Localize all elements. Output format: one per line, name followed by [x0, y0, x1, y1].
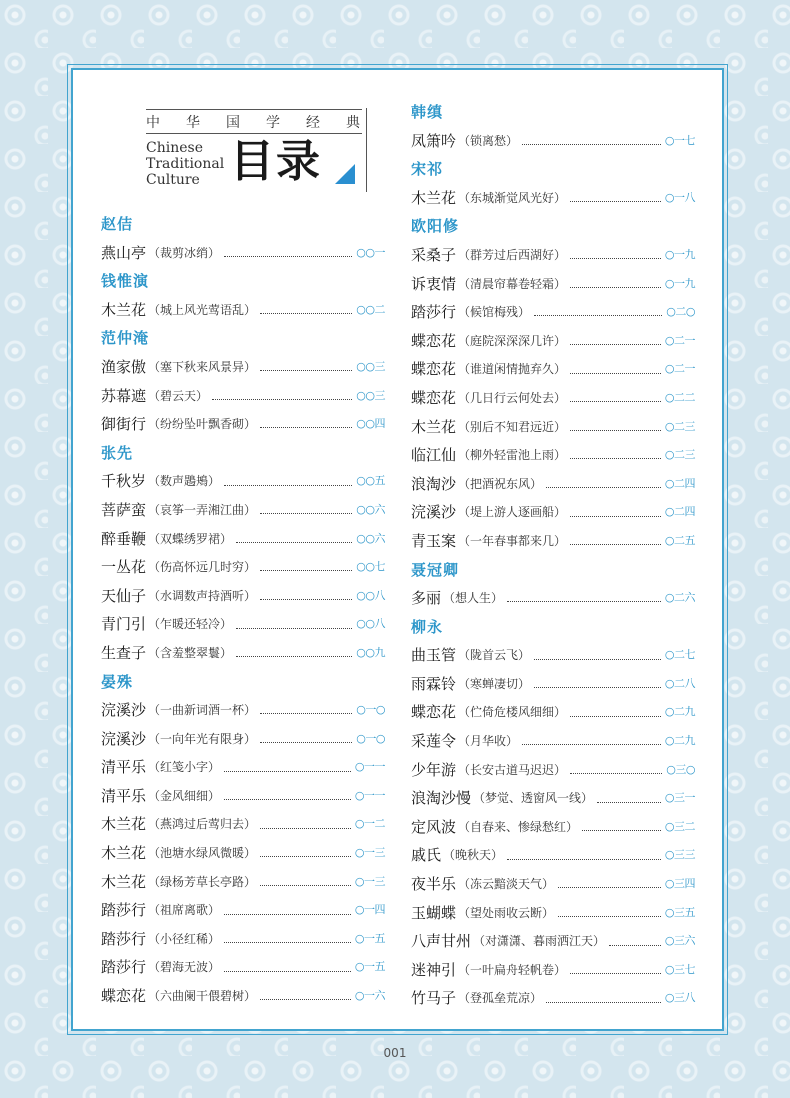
- dot-leader: [570, 457, 661, 459]
- entry-first-line: （把酒祝东风）: [458, 476, 543, 491]
- entry-title: 浪淘沙: [411, 474, 457, 493]
- toc-entry[interactable]: [411, 498, 695, 527]
- toc-entry[interactable]: [411, 927, 695, 956]
- entry-first-line: （冻云黯淡天气）: [458, 877, 555, 892]
- english-line: Chinese: [146, 140, 203, 156]
- entry-first-line: （数声鶗鴂）: [148, 474, 221, 489]
- toc-entry[interactable]: [411, 984, 695, 1013]
- toc-entry[interactable]: [411, 584, 695, 613]
- dot-leader: [224, 913, 351, 915]
- page-number: 001: [383, 1046, 407, 1060]
- entry-page-number: ○三四: [664, 877, 695, 891]
- entry-first-line: （乍暖还轻冷）: [148, 617, 233, 632]
- author-heading: 张先: [101, 443, 134, 462]
- entry-first-line: （晚秋天）: [443, 848, 504, 863]
- entry-page-number: ○一八: [664, 190, 695, 204]
- entry-page-number: ○二三: [664, 419, 695, 433]
- dot-leader: [570, 286, 661, 288]
- entry-title: 竹马子: [411, 989, 457, 1008]
- entry-page-number: ○三六: [664, 934, 695, 948]
- toc-entry[interactable]: [411, 413, 695, 442]
- entry-first-line: （庭院深深深几许）: [458, 333, 567, 348]
- entry-title: 御街行: [101, 415, 147, 434]
- toc-entry[interactable]: [411, 841, 695, 870]
- dot-leader: [236, 627, 352, 629]
- toc-entry[interactable]: [411, 127, 695, 156]
- entry-title: 夜半乐: [411, 875, 457, 894]
- dot-leader: [224, 255, 352, 257]
- dot-leader: [260, 998, 351, 1000]
- toc-entry[interactable]: [101, 353, 385, 382]
- toc-entry[interactable]: [101, 782, 385, 811]
- entry-page-number: ○一九: [664, 276, 695, 290]
- entry-page-number: ○○一: [356, 245, 385, 259]
- toc-entry[interactable]: [101, 296, 385, 325]
- entry-title: 蝶恋花: [101, 987, 147, 1006]
- entry-page-number: ○二○: [666, 305, 695, 319]
- entry-page-number: ○一四: [354, 903, 385, 917]
- dot-leader: [570, 772, 662, 774]
- entry-page-number: ○一一: [354, 760, 385, 774]
- toc-entry[interactable]: [411, 670, 695, 699]
- entry-first-line: （伫倚危楼风细细）: [458, 705, 567, 720]
- entry-page-number: ○○三: [356, 359, 385, 373]
- entry-page-number: ○一九: [664, 247, 695, 261]
- entry-first-line: （梦觉、透窗风一线）: [473, 791, 594, 806]
- dot-leader: [260, 569, 352, 571]
- entry-title: 蝶恋花: [411, 360, 457, 379]
- toc-entry[interactable]: [411, 756, 695, 785]
- dot-leader: [570, 515, 661, 517]
- dot-leader: [570, 400, 661, 402]
- entry-page-number: ○一三: [354, 846, 385, 860]
- entry-page-number: ○一五: [354, 931, 385, 945]
- entry-title: 戚氏: [411, 846, 442, 865]
- entry-title: 菩萨蛮: [101, 500, 147, 519]
- entry-first-line: （别后不知君远近）: [458, 419, 567, 434]
- dot-leader: [224, 770, 351, 772]
- dot-leader: [260, 884, 351, 886]
- dot-leader: [236, 655, 352, 657]
- entry-title: 蝶恋花: [411, 388, 457, 407]
- entry-first-line: （裁剪冰绡）: [148, 245, 221, 260]
- entry-page-number: ○三三: [664, 848, 695, 862]
- toc-entry[interactable]: [101, 582, 385, 611]
- toc-entry[interactable]: [101, 610, 385, 639]
- entry-first-line: （六曲阑干偎碧树）: [148, 989, 257, 1004]
- dot-leader: [582, 829, 661, 831]
- entry-first-line: （绿杨芳草长亭路）: [148, 874, 257, 889]
- entry-first-line: （红笺小字）: [148, 760, 221, 775]
- dot-leader: [558, 915, 661, 917]
- entry-first-line: （锁离愁）: [458, 133, 519, 148]
- dot-leader: [236, 541, 352, 543]
- entry-first-line: （一曲新词酒一杯）: [148, 703, 257, 718]
- entry-page-number: ○一○: [356, 703, 385, 717]
- entry-title: 青门引: [101, 615, 147, 634]
- entry-page-number: ○一七: [664, 133, 695, 147]
- entry-title: 木兰花: [101, 872, 147, 891]
- entry-title: 木兰花: [411, 188, 457, 207]
- entry-title: 踏莎行: [101, 958, 147, 977]
- entry-title: 一丛花: [101, 558, 147, 577]
- toc-column-right: [411, 98, 695, 1013]
- dot-leader: [522, 143, 661, 145]
- author-heading: 欧阳修: [411, 217, 460, 236]
- author-heading: 赵佶: [101, 215, 134, 233]
- entry-page-number: ○二八: [664, 676, 695, 690]
- series-char: 典: [346, 115, 362, 131]
- toc-entry[interactable]: [411, 956, 695, 985]
- entry-title: 渔家傲: [101, 357, 147, 376]
- entry-page-number: ○○八: [356, 588, 385, 602]
- entry-page-number: ○一五: [354, 960, 385, 974]
- entry-page-number: ○二九: [664, 705, 695, 719]
- entry-first-line: （纷纷坠叶飘香砌）: [148, 417, 257, 432]
- series-char: 经: [306, 115, 322, 131]
- dot-leader: [224, 970, 351, 972]
- entry-title: 生查子: [101, 643, 147, 662]
- toc-frame: [71, 68, 724, 1031]
- author-heading: 柳永: [411, 617, 444, 636]
- dot-leader: [260, 426, 352, 428]
- corner-triangle-icon: [335, 164, 355, 184]
- entry-title: 玉蝴蝶: [411, 903, 457, 922]
- toc-entry[interactable]: [101, 868, 385, 897]
- toc-entry[interactable]: [101, 467, 385, 496]
- dot-leader: [558, 886, 661, 888]
- toc-entry[interactable]: [411, 355, 695, 384]
- toc-entry[interactable]: [101, 896, 385, 925]
- toc-header: [120, 108, 370, 226]
- toc-entry[interactable]: [411, 870, 695, 899]
- dot-leader: [609, 944, 661, 946]
- entry-title: 千秋岁: [101, 472, 147, 491]
- dot-leader: [570, 429, 661, 431]
- entry-title: 蝶恋花: [411, 703, 457, 722]
- entry-title: 定风波: [411, 817, 457, 836]
- toc-entry[interactable]: [101, 810, 385, 839]
- entry-title: 临江仙: [411, 446, 457, 465]
- entry-title: 迷神引: [411, 960, 457, 979]
- dot-leader: [507, 600, 661, 602]
- toc-entry[interactable]: [411, 184, 695, 213]
- entry-page-number: ○一一: [354, 788, 385, 802]
- entry-page-number: ○三五: [664, 905, 695, 919]
- entry-title: 苏幕遮: [101, 386, 147, 405]
- toc-entry[interactable]: [101, 525, 385, 554]
- dot-leader: [534, 686, 661, 688]
- entry-first-line: （城上风光莺语乱）: [148, 302, 257, 317]
- entry-title: 踏莎行: [411, 303, 457, 322]
- toc-entry[interactable]: [411, 298, 695, 327]
- series-char: 中: [146, 115, 162, 131]
- entry-page-number: ○三二: [664, 819, 695, 833]
- toc-entry[interactable]: [411, 641, 695, 670]
- entry-first-line: （对潇潇、暮雨洒江天）: [473, 934, 606, 949]
- entry-first-line: （柳外轻雷池上雨）: [458, 448, 567, 463]
- entry-first-line: （自春来、惨绿愁红）: [458, 819, 579, 834]
- dot-leader: [570, 257, 661, 259]
- author-heading: 晏殊: [101, 672, 134, 691]
- entry-page-number: ○○二: [356, 302, 385, 316]
- series-char: 华: [186, 115, 202, 131]
- dot-leader: [546, 1001, 661, 1003]
- entry-title: 多丽: [411, 589, 442, 608]
- dot-leader: [570, 343, 661, 345]
- toc-entry[interactable]: [411, 784, 695, 813]
- entry-title: 清平乐: [101, 758, 147, 777]
- entry-first-line: （谁道闲情抛弃久）: [458, 362, 567, 377]
- entry-first-line: （碧海无波）: [148, 960, 221, 975]
- entry-page-number: ○二九: [664, 734, 695, 748]
- entry-first-line: （群芳过后西湖好）: [458, 247, 567, 262]
- entry-first-line: （伤高怀远几时穷）: [148, 560, 257, 575]
- entry-first-line: （候馆梅残）: [458, 305, 531, 320]
- header-rule-vertical: [366, 108, 367, 192]
- entry-title: 浪淘沙慢: [411, 789, 472, 808]
- toc-entry[interactable]: [101, 410, 385, 439]
- series-char: 学: [266, 115, 282, 131]
- entry-first-line: （塞下秋来风景异）: [148, 359, 257, 374]
- author-heading: 宋祁: [411, 160, 444, 179]
- toc-entry[interactable]: [411, 899, 695, 928]
- dot-leader: [534, 314, 662, 316]
- entry-first-line: （含羞整翠鬟）: [148, 645, 233, 660]
- entry-title: 蝶恋花: [411, 331, 457, 350]
- entry-first-line: （陇首云飞）: [458, 648, 531, 663]
- entry-page-number: ○一二: [354, 817, 385, 831]
- entry-first-line: （堤上游人逐画船）: [458, 505, 567, 520]
- toc-entry[interactable]: [411, 727, 695, 756]
- entry-first-line: （东城渐觉风光好）: [458, 190, 567, 205]
- toc-entry[interactable]: [101, 496, 385, 525]
- toc-entry[interactable]: [101, 953, 385, 982]
- author-heading: 范仲淹: [101, 329, 150, 348]
- entry-page-number: ○三七: [664, 962, 695, 976]
- entry-page-number: ○○四: [356, 417, 385, 431]
- entry-page-number: ○二二: [664, 390, 695, 404]
- entry-title: 木兰花: [411, 417, 457, 436]
- entry-title: 踏莎行: [101, 901, 147, 920]
- entry-page-number: ○一○: [356, 731, 385, 745]
- entry-first-line: （一叶扁舟轻帆卷）: [458, 962, 567, 977]
- english-line: Culture: [146, 172, 200, 188]
- dot-leader: [570, 200, 661, 202]
- entry-first-line: （池塘水绿风微暖）: [148, 846, 257, 861]
- entry-page-number: ○一三: [354, 874, 385, 888]
- page-title: 目录: [230, 136, 322, 187]
- dot-leader: [260, 827, 351, 829]
- entry-title: 踏莎行: [101, 929, 147, 948]
- entry-title: 浣溪沙: [101, 701, 147, 720]
- toc-entry[interactable]: [411, 441, 695, 470]
- toc-entry[interactable]: [101, 239, 385, 268]
- entry-page-number: ○二一: [664, 362, 695, 376]
- entry-first-line: （一年春事都来几）: [458, 533, 567, 548]
- entry-title: 天仙子: [101, 586, 147, 605]
- entry-page-number: ○二一: [664, 333, 695, 347]
- entry-page-number: ○○七: [356, 560, 385, 574]
- entry-title: 少年游: [411, 760, 457, 779]
- entry-title: 八声甘州: [411, 932, 472, 951]
- dot-leader: [224, 941, 351, 943]
- entry-page-number: ○○八: [356, 617, 385, 631]
- toc-entry[interactable]: [101, 696, 385, 725]
- series-name: [146, 112, 362, 132]
- entry-first-line: （登孤垒荒凉）: [458, 991, 543, 1006]
- dot-leader: [260, 712, 352, 714]
- toc-entry[interactable]: [101, 382, 385, 411]
- entry-first-line: （哀筝一弄湘江曲）: [148, 502, 257, 517]
- entry-first-line: （金风细细）: [148, 788, 221, 803]
- entry-first-line: （祖席离歌）: [148, 903, 221, 918]
- entry-first-line: （长安古道马迟迟）: [458, 762, 567, 777]
- entry-title: 诉衷情: [411, 274, 457, 293]
- entry-title: 醉垂鞭: [101, 529, 147, 548]
- dot-leader: [597, 801, 661, 803]
- dot-leader: [224, 798, 351, 800]
- entry-title: 曲玉管: [411, 646, 457, 665]
- dot-leader: [260, 855, 351, 857]
- entry-first-line: （几日行云何处去）: [458, 390, 567, 405]
- toc-entry[interactable]: [411, 813, 695, 842]
- toc-entry[interactable]: [411, 327, 695, 356]
- entry-first-line: （望处雨收云断）: [458, 905, 555, 920]
- entry-title: 燕山亭: [101, 243, 147, 262]
- entry-page-number: ○二七: [664, 648, 695, 662]
- entry-page-number: ○三八: [664, 991, 695, 1005]
- entry-page-number: ○○九: [356, 645, 385, 659]
- dot-leader: [570, 972, 661, 974]
- dot-leader: [212, 398, 352, 400]
- toc-column-left: [101, 210, 385, 1011]
- entry-title: 采莲令: [411, 732, 457, 751]
- toc-entry[interactable]: [411, 698, 695, 727]
- entry-first-line: （小径红稀）: [148, 931, 221, 946]
- toc-entry[interactable]: [101, 982, 385, 1011]
- entry-first-line: （寒蝉凄切）: [458, 676, 531, 691]
- header-rule-top: [146, 109, 362, 110]
- toc-entry[interactable]: [101, 725, 385, 754]
- dot-leader: [507, 858, 661, 860]
- dot-leader: [224, 484, 352, 486]
- english-subtitle: [146, 140, 224, 188]
- toc-entry[interactable]: [411, 470, 695, 499]
- toc-entry[interactable]: [411, 527, 695, 556]
- entry-first-line: （一向年光有限身）: [148, 731, 257, 746]
- author-heading: 钱惟演: [101, 272, 150, 291]
- entry-page-number: ○三一: [664, 791, 695, 805]
- entry-title: 清平乐: [101, 786, 147, 805]
- dot-leader: [534, 658, 661, 660]
- dot-leader: [260, 512, 352, 514]
- entry-first-line: （清晨帘幕卷轻霜）: [458, 276, 567, 291]
- toc-entry[interactable]: [101, 639, 385, 668]
- dot-leader: [570, 715, 661, 717]
- entry-page-number: ○三○: [666, 762, 695, 776]
- entry-title: 青玉案: [411, 531, 457, 550]
- dot-leader: [260, 741, 352, 743]
- header-rule-mid: [146, 133, 362, 134]
- entry-page-number: ○二五: [664, 533, 695, 547]
- dot-leader: [260, 598, 352, 600]
- entry-first-line: （双蝶绣罗裙）: [148, 531, 233, 546]
- dot-leader: [570, 543, 661, 545]
- entry-page-number: ○一六: [354, 989, 385, 1003]
- dot-leader: [260, 312, 352, 314]
- entry-first-line: （月华收）: [458, 734, 519, 749]
- entry-first-line: （想人生）: [443, 591, 504, 606]
- entry-first-line: （燕鸿过后莺归去）: [148, 817, 257, 832]
- entry-page-number: ○○六: [356, 502, 385, 516]
- entry-page-number: ○○六: [356, 531, 385, 545]
- dot-leader: [570, 372, 661, 374]
- toc-entry[interactable]: [101, 925, 385, 954]
- entry-title: 采桑子: [411, 245, 457, 264]
- toc-entry[interactable]: [101, 753, 385, 782]
- toc-entry[interactable]: [101, 553, 385, 582]
- entry-title: 木兰花: [101, 300, 147, 319]
- entry-title: 木兰花: [101, 815, 147, 834]
- entry-first-line: （碧云天）: [148, 388, 209, 403]
- entry-first-line: （水调数声持酒听）: [148, 588, 257, 603]
- entry-page-number: ○○三: [356, 388, 385, 402]
- entry-page-number: ○二六: [664, 591, 695, 605]
- entry-page-number: ○二四: [664, 476, 695, 490]
- entry-page-number: ○二三: [664, 448, 695, 462]
- entry-page-number: ○二四: [664, 505, 695, 519]
- dot-leader: [260, 369, 352, 371]
- entry-title: 浣溪沙: [101, 729, 147, 748]
- english-line: Traditional: [146, 156, 225, 172]
- author-heading: 聂冠卿: [411, 560, 460, 579]
- entry-title: 浣溪沙: [411, 503, 457, 522]
- dot-leader: [546, 486, 661, 488]
- entry-page-number: ○○五: [356, 474, 385, 488]
- author-heading: 韩缜: [411, 103, 444, 121]
- entry-title: 雨霖铃: [411, 674, 457, 693]
- entry-title: 木兰花: [101, 844, 147, 863]
- dot-leader: [522, 743, 661, 745]
- toc-entry[interactable]: [411, 270, 695, 299]
- entry-title: 凤箫吟: [411, 131, 457, 150]
- toc-entry[interactable]: [101, 839, 385, 868]
- toc-entry[interactable]: [411, 241, 695, 270]
- toc-entry[interactable]: [411, 384, 695, 413]
- series-char: 国: [226, 115, 242, 131]
